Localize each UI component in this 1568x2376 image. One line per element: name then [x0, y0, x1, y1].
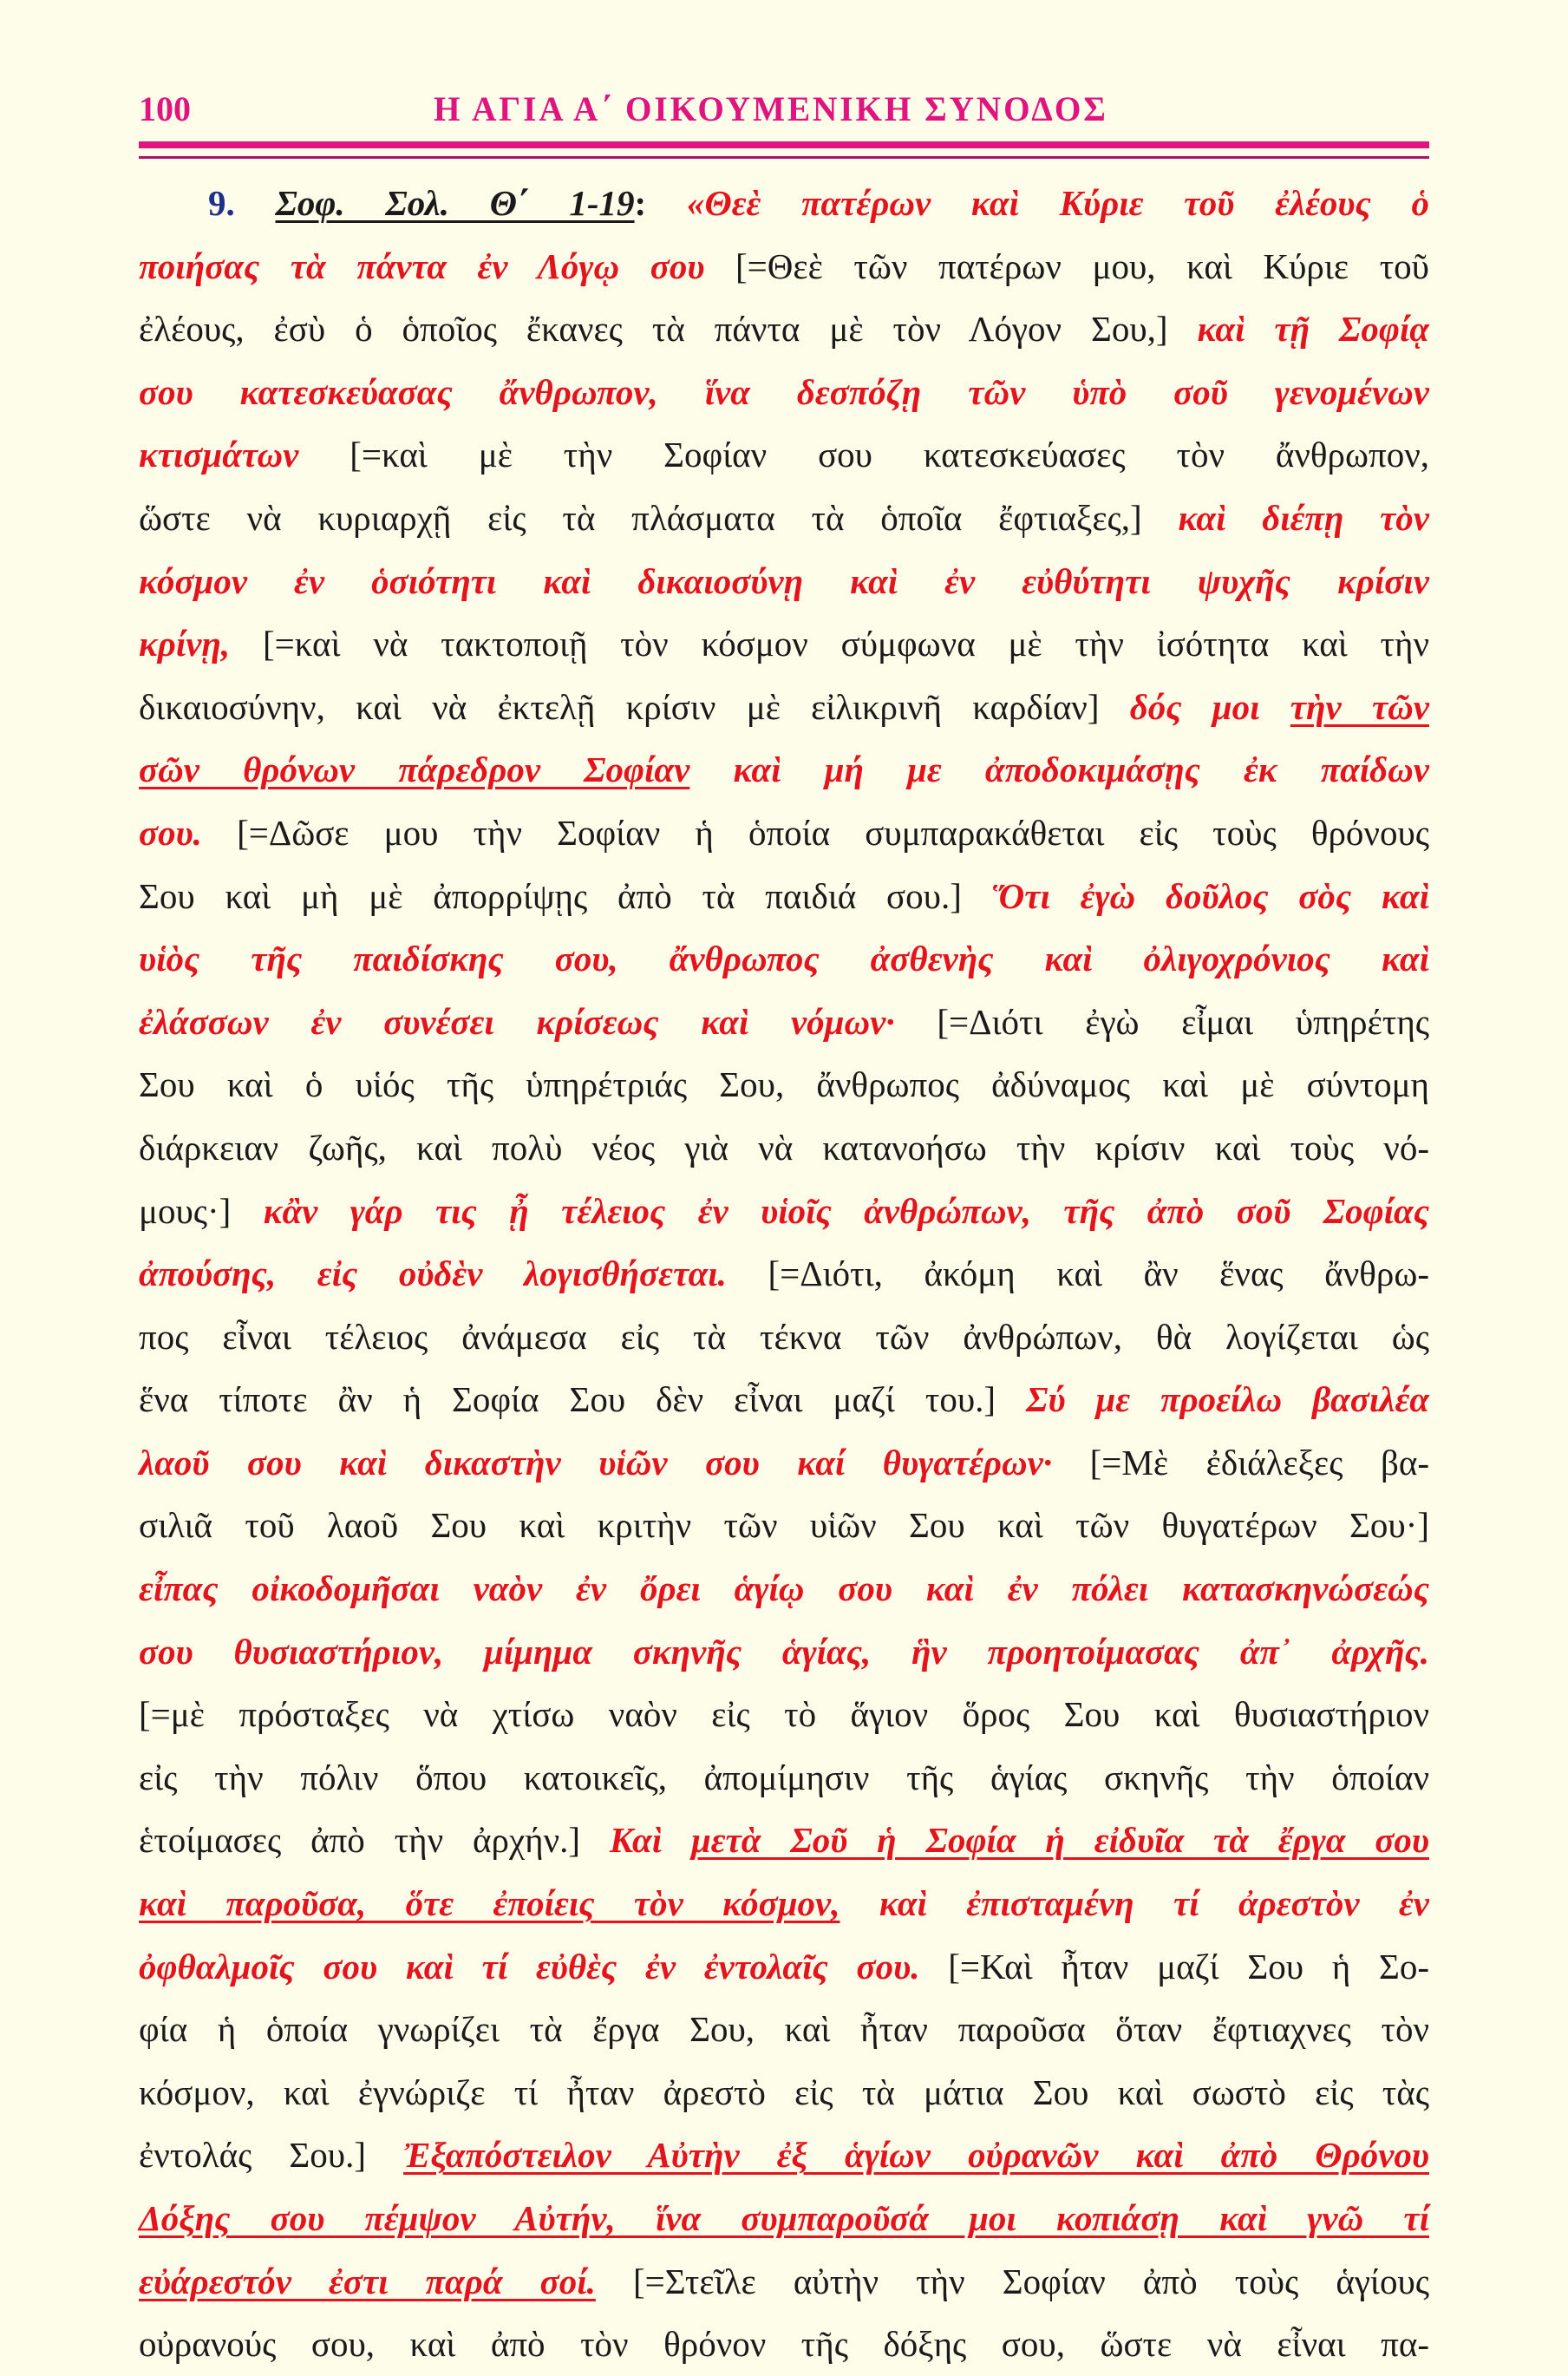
paraphrase-text: [=Δῶσε μου τὴν Σοφίαν ἡ ὁποία συμπαρακάθεται εἰς τοὺς θρόνους — [201, 812, 1429, 853]
scripture-quote: ὀφθαλμοῖς σου καὶ τί εὐθὲς ἐν ἐντολαῖς σου. — [139, 1946, 920, 1987]
scripture-quote: σου θυσιαστήριον, μίμημα σκηνῆς ἁγίας, ἣν προητοίμασας ἀπ᾽ ἀρχῆς. — [139, 1631, 1429, 1672]
paraphrase-text: οὐρανούς σου, καὶ ἀπὸ τὸν θρόνον τῆς δόξης σου, ὥστε νὰ εἶναι πα- — [139, 2324, 1429, 2365]
text-line — [139, 2313, 1429, 2376]
text-line — [139, 2250, 1429, 2314]
scripture-quote: καὶ διέπῃ τὸν — [1178, 497, 1429, 538]
header-rule-thick — [139, 141, 1429, 148]
text-line — [139, 1557, 1429, 1620]
text-line — [139, 612, 1429, 676]
scripture-quote: Καὶ — [609, 1820, 691, 1861]
text-line — [139, 1180, 1429, 1243]
text-line — [139, 1494, 1429, 1557]
header-rule-thin — [139, 156, 1429, 159]
scripture-quote: κἂν γάρ τις ᾖ τέλειος ἐν υἱοῖς ἀνθρώπων, τῆς ἀπὸ σοῦ Σοφίας — [263, 1190, 1429, 1231]
scripture-quote: καὶ ἐπισταμένη τί ἀρεστὸν ἐν — [840, 1883, 1429, 1924]
paraphrase-text: Σου καὶ ὁ υἱός τῆς ὑπηρέτριάς Σου, ἄνθρωπος ἀδύναμος καὶ μὲ σύντομη — [139, 1064, 1429, 1105]
paragraph-9 — [139, 172, 1429, 2376]
paraphrase-text: [=Καὶ ἦταν μαζί Σου ἡ Σο- — [919, 1946, 1429, 1987]
reference-colon: : — [634, 183, 647, 223]
text-line — [139, 2061, 1429, 2124]
scripture-quote-underlined: τὴν τῶν — [1290, 686, 1429, 727]
text-line — [139, 1746, 1429, 1810]
text-line — [139, 1431, 1429, 1495]
paraphrase-text: φία ἡ ὁποία γνωρίζει τὰ ἔργα Σου, καὶ ἦταν παροῦσα ὅταν ἔφτιαχνες τὸν — [139, 2009, 1429, 2050]
scripture-quote-underlined: Δόξης σου πέμψον Αὐτήν, ἵνα συμπαροῦσά μοι κοπιάσῃ καὶ γνῶ τί — [139, 2198, 1429, 2238]
scripture-quote: δός μοι — [1129, 686, 1290, 727]
scripture-quote: κόσμον ἐν ὁσιότητι καὶ δικαιοσύνῃ καὶ ἐν εὐθύτητι ψυχῆς κρίσιν — [139, 560, 1429, 601]
scripture-quote-underlined: Ἐξαπόστειλον Αὐτὴν ἐξ ἁγίων οὐρανῶν καὶ ἀπὸ Θρόνου — [403, 2135, 1429, 2176]
paraphrase-text: [=Μὲ ἐδιάλεξες βα- — [1052, 1442, 1429, 1483]
first-line-rest — [687, 183, 1429, 223]
scripture-quote: καὶ τῇ Σοφίᾳ — [1197, 309, 1429, 350]
scripture-quote: σου κατεσκεύασας ἄνθρωπον, ἵνα δεσπόζῃ τῶν ὑπὸ σοῦ γενομένων — [139, 371, 1429, 412]
paraphrase-text: [=καὶ μὲ τὴν Σοφίαν σου κατεσκεύασες τὸν ἄνθρωπον, — [298, 435, 1429, 475]
text-line — [139, 487, 1429, 550]
running-header — [139, 87, 1429, 132]
scripture-quote: σου. — [139, 812, 202, 853]
scripture-quote-underlined: μετὰ Σοῦ ἡ Σοφία ἡ εἰδυῖα τὰ ἔργα σου — [690, 1820, 1429, 1861]
text-line — [139, 991, 1429, 1054]
text-line — [139, 738, 1429, 802]
text-line — [139, 1935, 1429, 1999]
text-line — [139, 802, 1429, 865]
paraphrase-text: εἰς τὴν πόλιν ὅπου κατοικεῖς, ἀπομίμησιν τῆς ἁγίας σκηνῆς τὴν ὁποίαν — [139, 1757, 1429, 1797]
scripture-quote: καὶ μή με ἀποδοκιμάσῃς ἐκ παίδων — [689, 749, 1429, 790]
scripture-quote: εἶπας οἰκοδομῆσαι ναὸν ἐν ὄρει ἁγίῳ σου καὶ ἐν πόλει κατασκηνώσεώς — [139, 1568, 1429, 1609]
text-line — [139, 298, 1429, 361]
scripture-quote: λαοῦ σου καὶ δικαστὴν υἱῶν σου καί θυγατέρων· — [139, 1442, 1053, 1483]
paraphrase-text: ἑτοίμασες ἀπὸ τὴν ἀρχήν.] — [139, 1820, 610, 1861]
scripture-quote: «Θεὲ πατέρων καὶ Κύριε τοῦ ἐλέους ὁ — [686, 183, 1430, 223]
text-line-first — [139, 172, 1429, 235]
scripture-quote: κτισμάτων — [139, 435, 299, 475]
scripture-reference: Σοφ. Σολ. Θ΄ 1-19 — [275, 183, 635, 223]
paraphrase-text: Σου καὶ μὴ μὲ ἀπορρίψῃς ἀπὸ τὰ παιδιά σου.] — [139, 875, 992, 916]
text-line — [139, 550, 1429, 613]
paraphrase-text: μους·] — [139, 1190, 264, 1231]
scripture-quote: ἐλάσσων ἐν συνέσει κρίσεως καὶ νόμων· — [139, 1001, 895, 1042]
text-line — [139, 2124, 1429, 2187]
text-line — [139, 235, 1429, 298]
paraphrase-text: [=Διότι, ἀκόμη καὶ ἂν ἕνας ἄνθρω- — [726, 1253, 1429, 1294]
text-line — [139, 423, 1429, 487]
paraphrase-text: [=Θεὲ τῶν πατέρων μου, καὶ Κύριε τοῦ — [704, 245, 1429, 286]
paraphrase-text: [=Διότι ἐγὼ εἶμαι ὑπηρέτης — [894, 1001, 1430, 1042]
text-line — [139, 1683, 1429, 1746]
paraphrase-text: ὥστε νὰ κυριαρχῇ εἰς τὰ πλάσματα τὰ ὁποῖα ἔφτιαξες,] — [139, 497, 1179, 538]
text-line — [139, 1620, 1429, 1684]
text-line — [139, 361, 1429, 424]
text-line — [139, 865, 1429, 928]
text-line — [139, 1116, 1429, 1180]
text-line — [139, 1242, 1429, 1306]
paraphrase-text: [=μὲ πρόσταξες νὰ χτίσω ναὸν εἰς τὸ ἅγιον ὅρος Σου καὶ θυσιαστήριον — [139, 1694, 1429, 1735]
paraphrase-text: [=Στεῖλε αὐτὴν τὴν Σοφίαν ἀπὸ τοὺς ἁγίους — [595, 2261, 1429, 2301]
paraphrase-text: δικαιοσύνην, καὶ νὰ ἐκτελῇ κρίσιν μὲ εἰλικρινῆ καρδίαν] — [139, 686, 1130, 727]
running-title: Η ΑΓΙΑ Α΄ ΟΙΚΟΥΜΕΝΙΚΗ ΣΥΝΟΔΟΣ — [434, 89, 1108, 128]
scripture-quote-underlined: εὐάρεστόν ἐστι παρά σοί. — [139, 2261, 596, 2301]
scripture-quote: ἀπούσης, εἰς οὐδὲν λογισθήσεται. — [139, 1253, 727, 1294]
scripture-quote: υἱὸς τῆς παιδίσκης σου, ἄνθρωπος ἀσθενὴς καὶ ὀλιγοχρόνιος καὶ — [139, 939, 1429, 979]
scripture-quote: Σύ με προείλω βασιλέα — [1026, 1379, 1429, 1420]
text-line — [139, 676, 1429, 739]
text-line — [139, 1809, 1429, 1872]
text-line — [139, 927, 1429, 991]
text-line — [139, 1306, 1429, 1369]
paraphrase-text: πος εἶναι τέλειος ἀνάμεσα εἰς τὰ τέκνα τῶν ἀνθρώπων, θὰ λογίζεται ὡς — [139, 1316, 1429, 1357]
paragraph-number: 9. — [208, 183, 235, 223]
scripture-quote: κρίνῃ, — [139, 624, 231, 664]
text-line — [139, 1368, 1429, 1431]
paraphrase-text: [=καὶ νὰ τακτοποιῇ τὸν κόσμον σύμφωνα μὲ τὴν ἰσότητα καὶ τὴν — [230, 624, 1429, 664]
scripture-quote-underlined: σῶν θρόνων πάρεδρον Σοφίαν — [139, 749, 690, 790]
paraphrase-text: ἕνα τίποτε ἂν ἡ Σοφία Σου δὲν εἶναι μαζί του.] — [139, 1379, 1027, 1420]
text-line — [139, 1872, 1429, 1935]
scripture-quote: ποιήσας τὰ πάντα ἐν Λόγῳ σου — [139, 245, 705, 286]
page-number: 100 — [139, 89, 191, 128]
text-line — [139, 2187, 1429, 2250]
paraphrase-text: κόσμον, καὶ ἐγνώριζε τί ἦταν ἀρεστὸ εἰς τὰ μάτια Σου καὶ σωστὸ εἰς τὰς — [139, 2072, 1429, 2112]
text-line — [139, 1053, 1429, 1116]
paraphrase-text: ἐλέους, ἐσὺ ὁ ὁποῖος ἔκανες τὰ πάντα μὲ τὸν Λόγον Σου,] — [139, 309, 1198, 350]
scripture-quote: Ὅτι ἐγὼ δοῦλος σὸς καὶ — [991, 875, 1429, 916]
paraphrase-text: σιλιᾶ τοῦ λαοῦ Σου καὶ κριτὴν τῶν υἱῶν Σου καὶ τῶν θυγατέρων Σου·] — [139, 1505, 1429, 1546]
scripture-quote-underlined: καὶ παροῦσα, ὅτε ἐποίεις τὸν κόσμον, — [139, 1883, 840, 1924]
paraphrase-text: ἐντολάς Σου.] — [139, 2135, 404, 2176]
text-line — [139, 1998, 1429, 2061]
paraphrase-text: διάρκειαν ζωῆς, καὶ πολὺ νέος γιὰ νὰ κατανοήσω τὴν κρίσιν καὶ τοὺς νό- — [139, 1127, 1429, 1168]
